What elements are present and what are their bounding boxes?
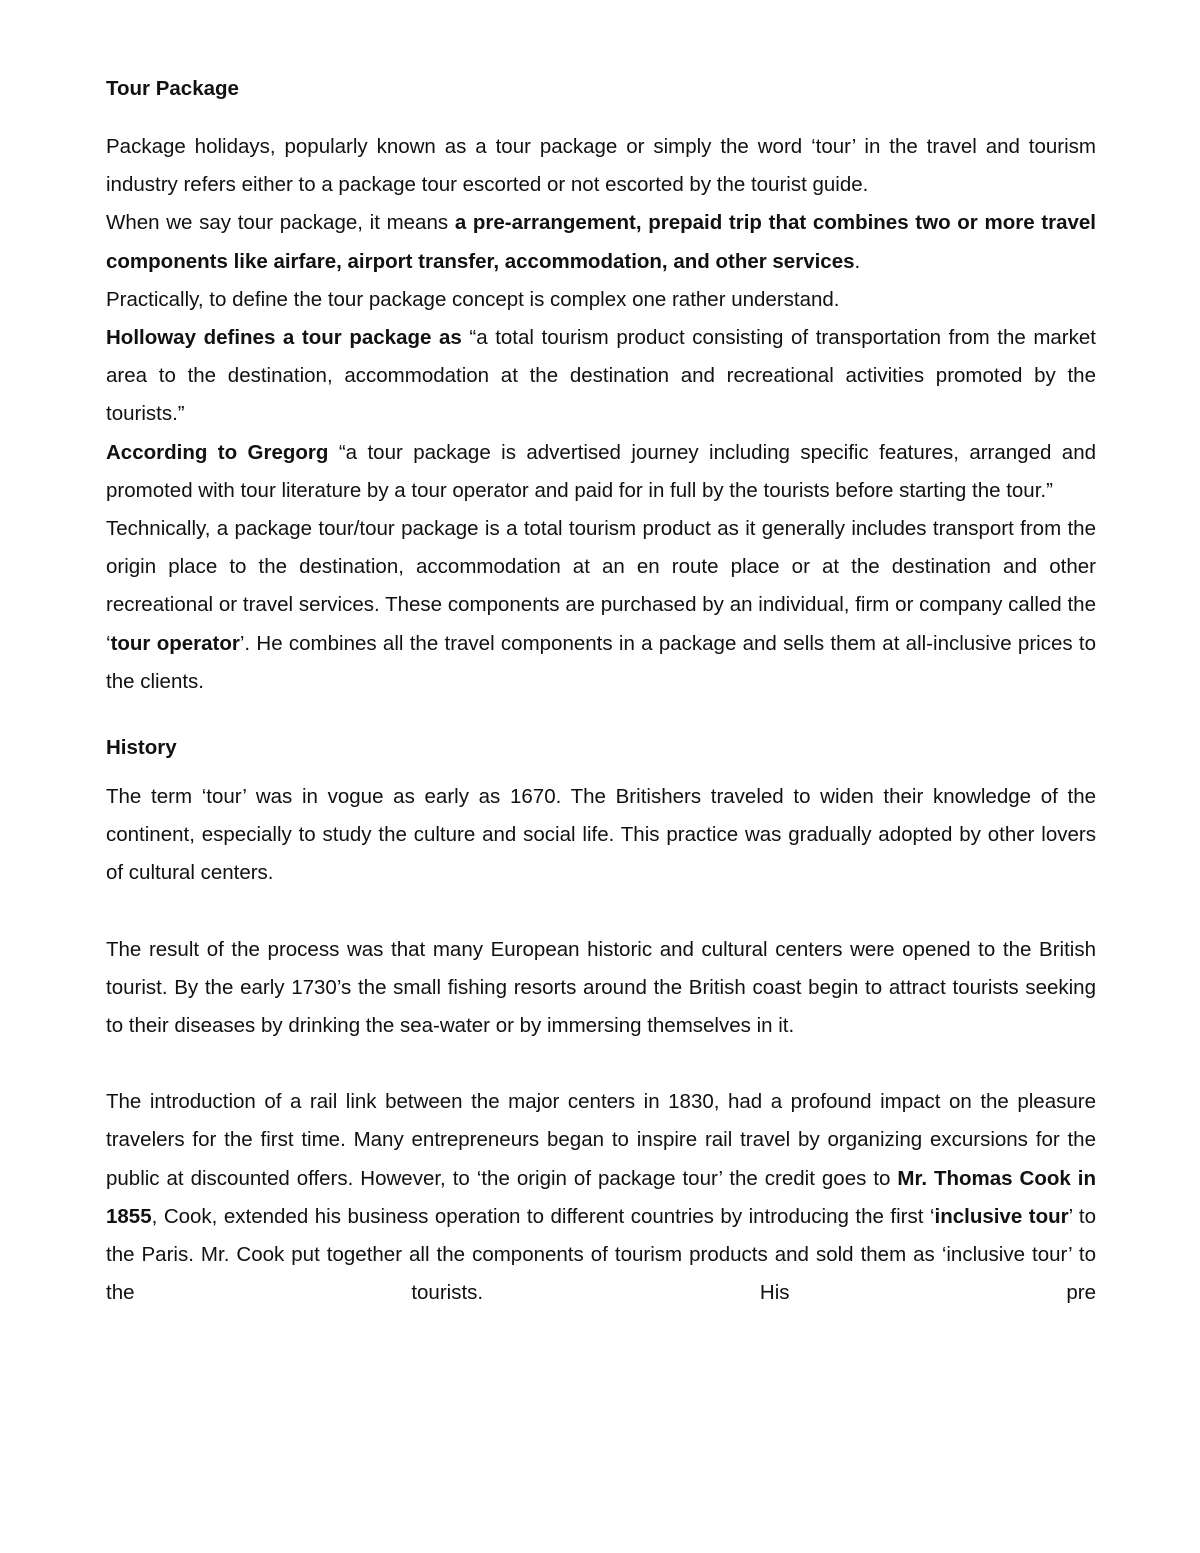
holloway-definition-text: “a total tourism product consisting of transportation from the market area to the destination, accommodation at the destination and recreational activities promoted by the tourists.” <box>106 326 1096 426</box>
intro-p6-end: ’. He combines all the travel components in a package and sells them at all-inclusive prices to the clients. <box>106 631 1096 693</box>
intro-paragraph-5 <box>106 434 1096 510</box>
intro-paragraph-2 <box>106 204 1096 280</box>
history-paragraph-1: The term ‘tour’ was in vogue as early as 1670. The Britishers traveled to widen their knowledge of the continent, especially to study the culture and social life. This practice was gradually adopted by other lovers of cultural centers. <box>106 785 1096 885</box>
intro-paragraph-6 <box>106 510 1096 701</box>
history-heading: History <box>106 736 177 760</box>
page-title: Tour Package <box>106 77 239 100</box>
intro-paragraph-1: Package holidays, popularly known as a tour package or simply the word ‘tour’ in the travel and tourism industry refers either to a package tour escorted or not escorted by the tourist guide. <box>106 135 1096 197</box>
intro-p2-bold: a pre-arrangement, prepaid trip that combines two or more travel components like airfare, airport transfer, accommodation, and other services <box>106 211 1096 273</box>
history-paragraph-3 <box>106 1083 1096 1312</box>
history-paragraph-2: The result of the process was that many European historic and cultural centers were opened to the British tourist. By the early 1730’s the small fishing resorts around the British coast begin to attract tourists seeking to their diseases by drinking the sea-water or by immersing themselves in it. <box>106 937 1096 1038</box>
history-p3-end: ’ to the Paris. Mr. Cook put together all the components of tourism products and sold them as ‘inclusive tour’ to the tourists. His pre <box>106 1204 1097 1305</box>
inclusive-tour-term: inclusive tour <box>934 1204 1069 1228</box>
intro-p2-end: . <box>854 249 861 273</box>
tour-operator-term: tour operator <box>110 631 240 655</box>
history-p3-start: The introduction of a rail link between the major centers in 1830, had a profound impact on the pleasure travelers for the first time. Many entrepreneurs began to inspire rail travel by organizing excursions for the public at discounted offers. However, to ‘the origin of package tour’ the credit goes to <box>106 1090 1096 1190</box>
intro-p6-start: Technically, a package tour/tour package is a total tourism product as it generally includes transport from the origin place to the destination, accommodation at an en route place or at the destination and other recreational or travel services. These components are purchased by an individual, firm or company called the ‘ <box>106 517 1096 655</box>
holloway-definition-label: Holloway defines a tour package as <box>106 326 462 350</box>
gregorg-definition-label: According to Gregorg <box>106 440 329 464</box>
intro-paragraph-3: Practically, to define the tour package concept is complex one rather understand. <box>106 287 840 311</box>
gregorg-definition-text: “a tour package is advertised journey including specific features, arranged and promoted with tour literature by a tour operator and paid for in full by the tourists before starting the tour.” <box>106 440 1096 502</box>
paragraph-spacer <box>106 893 1096 931</box>
intro-paragraph-4 <box>106 319 1096 434</box>
history-p3-mid: , Cook, extended his business operation to different countries by introducing the first ‘ <box>151 1204 935 1228</box>
document-body <box>106 70 1096 1312</box>
thomas-cook-reference: Mr. Thomas Cook in 1855 <box>106 1166 1096 1228</box>
paragraph-spacer <box>106 1045 1096 1083</box>
intro-p2-start: When we say tour package, it means <box>106 211 455 235</box>
